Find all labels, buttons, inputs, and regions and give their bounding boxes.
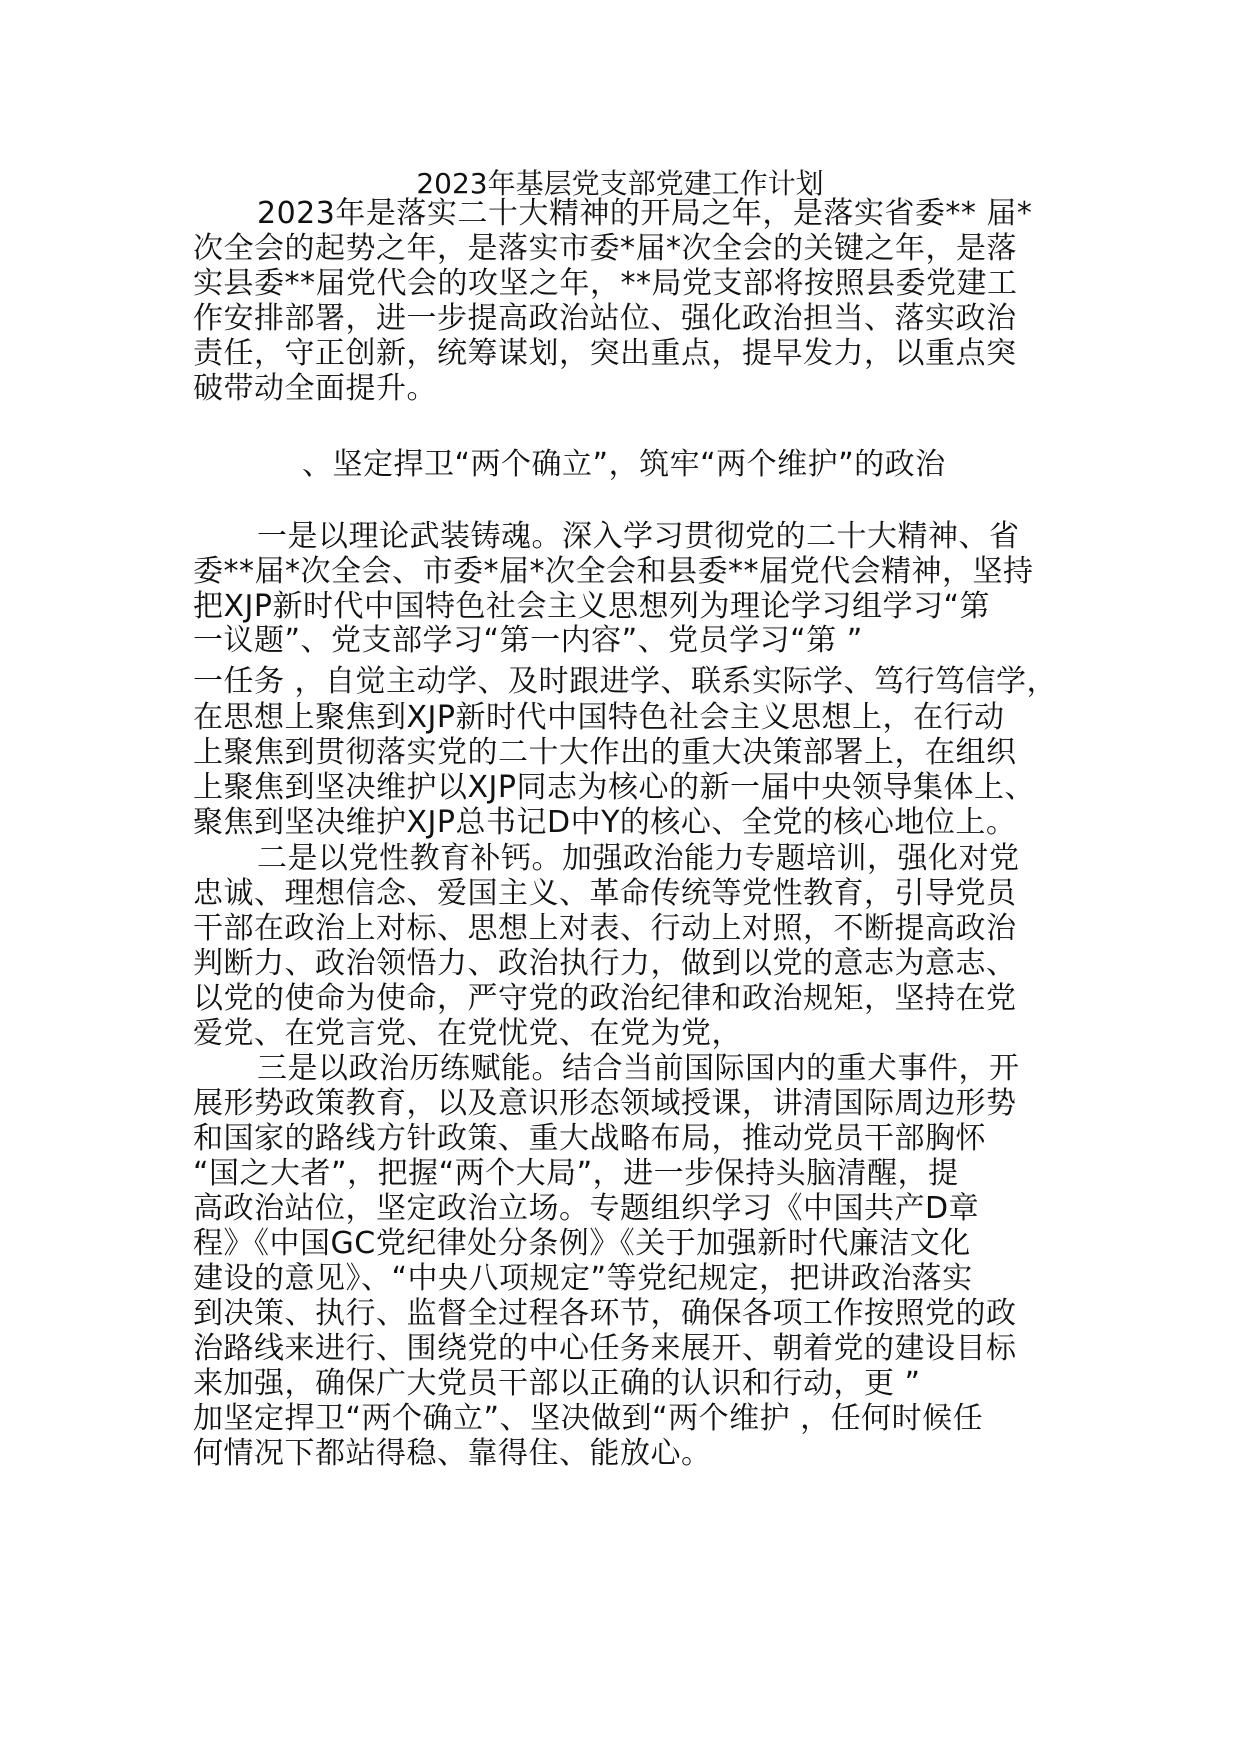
para2-line: 忠诚、理想信念、爱国主义、革命传统等党性教育，引导党员 (193, 876, 1017, 911)
para1-line: 委**届*次全会、市委*届*次全会和县委**届党代会精神，坚持 (193, 554, 1034, 589)
para2-line: 爱党、在党言党、在党忧党、在党为党， (193, 1016, 742, 1051)
para3-line: 和国家的路线方针政策、重大战略布局，推动党员干部胸怀 (193, 1121, 986, 1156)
para3-line: 何情况下都站得稳、靠得住、能放心。 (193, 1436, 712, 1471)
para3-line: “国之大者”，把握“两个大局”，进一步保持头脑清醒，提 (193, 1156, 959, 1191)
para3-line: 高政治站位，坚定政治立场。专题组织学习《中国共产D章 (193, 1191, 980, 1226)
para3-line: 到决策、执行、监督全过程各环节，确保各项工作按照党的政 (193, 1296, 1017, 1331)
intro-line: 2023年是落实二十大精神的开局之年，是落实省委** 届* (257, 196, 1033, 231)
para2-line: 二是以党性教育补钙。加强政治能力专题培训，强化对党 (257, 841, 1020, 876)
para3-line: 建设的意见》、“中央八项规定”等党纪规定，把讲政治落实 (193, 1261, 973, 1296)
para3-line: 程》《中国GC党纪律处分条例》《关于加强新时代廉洁文化 (193, 1226, 971, 1261)
section-heading: 、坚定捍卫“两个确立”，筑牢“两个维护”的政治 (302, 447, 946, 482)
intro-line: 作安排部署，进一步提高政治站位、强化政治担当、落实政治 (193, 301, 1017, 336)
para3-line: 来加强，确保广大党员干部以正确的认识和行动，更 ” (193, 1366, 921, 1401)
para3-line: 三是以政治历练赋能。结合当前国际国内的重犬事件，开 (257, 1051, 1020, 1086)
para1-line: 把XJP新时代中国特色社会主义思想列为理论学习组学习“第 (193, 589, 991, 624)
para3-line: 展形势政策教育，以及意识形态领域授课，讲清国际周边形势 (193, 1086, 1017, 1121)
para2-line: 以党的使命为使命，严守党的政治纪律和政治规矩，坚持在党 (193, 981, 1017, 1016)
intro-line: 责任，守正创新，统筹谋划，突出重点，提早发力，以重点突 (193, 336, 1017, 371)
intro-line: 实县委**届党代会的攻坚之年，**局党支部将按照县委党建工 (193, 266, 1018, 301)
intro-line: 次全会的起势之年，是落实市委*届*次全会的关键之年，是落 (193, 231, 1017, 266)
para1-line: 在思想上聚焦到XJP新时代中国特色社会主义思想上，在行动 (193, 700, 1005, 735)
para1-line: 聚焦到坚决维护XJP总书记D中Y的核心、全党的核心地位上。 (193, 805, 1017, 840)
para1-line: 上聚焦到贯彻落实党的二十大作出的重大决策部署上，在组织 (193, 735, 1017, 770)
para2-line: 干部在政治上对标、思想上对表、行动上对照，不断提高政治 (193, 911, 1017, 946)
document-title: 2023年基层党支部党建工作计划 (416, 167, 824, 200)
intro-line: 破带动全面提升。 (193, 371, 437, 406)
para1-line: 一是以理论武装铸魂。深入学习贯彻党的二十大精神、省 (257, 519, 1020, 554)
para3-line: 加坚定捍卫“两个确立”、坚决做到“两个维护 ，任何时候任 (193, 1401, 984, 1436)
para1-line: 一任务 ，自觉主动学、及时跟进学、联系实际学、笃行笃信学， (193, 664, 1058, 699)
para1-line: 上聚焦到坚决维护以XJP同志为核心的新一届中央领导集体上、 (193, 770, 1035, 805)
para2-line: 判断力、政治领悟力、政治执行力，做到以党的意志为意志、 (193, 946, 1017, 981)
para1-line: 一议题”、党支部学习“第一内容”、党员学习“第 ” (193, 623, 863, 658)
para3-line: 治路线来进行、围绕党的中心任务来展开、朝着党的建设目标 (193, 1331, 1017, 1366)
